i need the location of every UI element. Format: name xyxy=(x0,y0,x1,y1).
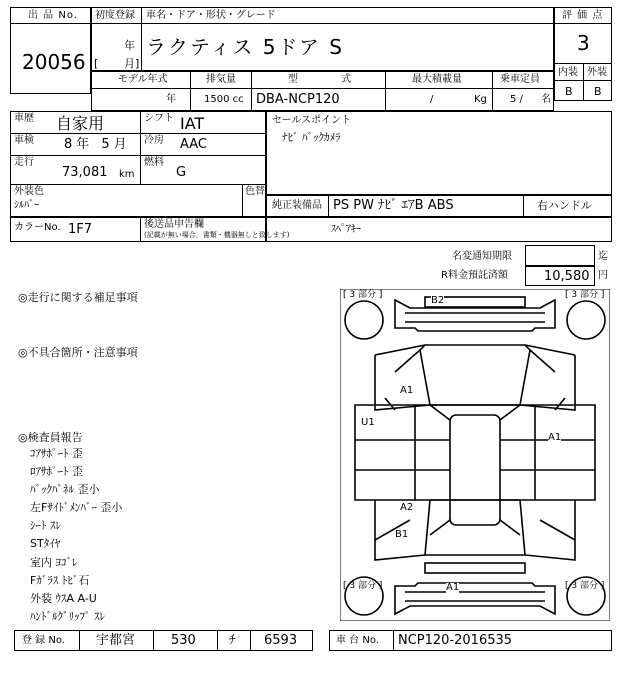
remark-item: ｼｰﾄ ｽﾚ xyxy=(30,519,61,532)
ac-label: 冷房 xyxy=(144,135,164,146)
damage-mark: A2 xyxy=(400,502,414,513)
month-unit: 月 xyxy=(124,57,135,70)
month-bracket: [ xyxy=(94,57,99,70)
tire-br-label: [ 3 部分 ] xyxy=(565,581,605,591)
shift-label: シフト xyxy=(144,113,174,124)
first-reg-label: 初度登録 xyxy=(95,10,135,21)
later-docs-box xyxy=(266,217,612,242)
mileage: 73,081 xyxy=(62,165,108,180)
exterior-label: 外装 xyxy=(587,67,607,78)
remark-item: ｺｱｻﾎﾟｰﾄ 歪 xyxy=(30,447,83,460)
reg-class: 530 xyxy=(171,633,196,648)
capacity-unit: 名 xyxy=(541,94,551,105)
model-year-unit: 年 xyxy=(166,94,176,105)
recolor-label: 色替 xyxy=(245,186,265,197)
month-bracket-close: ] xyxy=(135,57,140,70)
payload-sep: / xyxy=(430,94,434,105)
lot-label: 出 品 No. xyxy=(28,10,78,21)
recycle-unit: 円 xyxy=(598,270,608,281)
reg-kana: ﾁ xyxy=(229,633,236,648)
capacity-label: 乗車定員 xyxy=(500,74,540,85)
grade-label: 評 価 点 xyxy=(562,10,604,21)
chassis: NCP120-2016535 xyxy=(398,633,513,648)
color: ｼﾙﾊﾞｰ xyxy=(14,200,39,211)
damage-mark: U1 xyxy=(361,417,375,428)
model-label: 型 式 xyxy=(288,74,372,85)
color-no-label: カラーNo. xyxy=(14,222,61,233)
car-damage-diagram xyxy=(340,289,610,621)
tire-tr-label: [ 3 部分 ] xyxy=(565,290,605,300)
damage-mark: A1 xyxy=(400,385,414,396)
damage-mark: B1 xyxy=(395,529,409,540)
sales-text: ﾅﾋﾞ ﾊﾞｯｸｶﾒﾗ xyxy=(282,131,341,144)
change-unit: 迄 xyxy=(598,251,608,262)
details-box xyxy=(10,111,266,217)
model-year-label: モデル年式 xyxy=(118,74,168,85)
tire-bl-label: [ 3 部分 ] xyxy=(343,581,383,591)
reg-num: 6593 xyxy=(264,633,298,648)
damage-mark: A1 xyxy=(446,582,460,593)
remark-item: ﾊﾞｯｸﾊﾟﾈﾙ 歪小 xyxy=(30,483,100,496)
tire-tl-label: [ 3 部分 ] xyxy=(343,290,383,300)
car-name: ラクティス 5ドア S xyxy=(146,35,344,59)
ac: AAC xyxy=(180,137,207,152)
capacity: 5 / xyxy=(510,94,523,105)
later-docs-label: 後送品申告欄 xyxy=(144,219,204,230)
mileage-label: 走行 xyxy=(14,157,34,168)
remark-item: 左Fｻｲﾄﾞﾒﾝﾊﾞｰ 歪小 xyxy=(30,501,123,514)
remark-item: 外装 ｳｽA A-U xyxy=(30,592,97,605)
remark-item: ﾛｱｻﾎﾟｰﾄ 歪 xyxy=(30,465,83,478)
displacement: 1500 cc xyxy=(204,94,244,105)
interior-grade: B xyxy=(565,85,573,98)
reg-area: 宇都宮 xyxy=(96,633,136,648)
fuel-label: 燃料 xyxy=(144,157,164,168)
color-label: 外装色 xyxy=(14,186,44,197)
shift: IAT xyxy=(180,114,205,133)
handle: 右ハンドル xyxy=(537,199,592,212)
lot-number: 20056 xyxy=(22,50,86,74)
recycle-label: R料金預託済額 xyxy=(441,270,508,281)
defect-label: ◎不具合箇所・注意事項 xyxy=(18,346,138,359)
fuel: G xyxy=(176,165,187,180)
color-no: 1F7 xyxy=(68,222,93,237)
damage-mark: A1 xyxy=(548,432,562,443)
chassis-label: 車 台 No. xyxy=(336,635,379,646)
remark-item: 室内 ﾖｺﾞﾚ xyxy=(30,556,78,569)
history-label: 車歴 xyxy=(14,113,34,124)
mileage-unit: km xyxy=(119,169,135,180)
model-code: DBA-NCP120 xyxy=(256,92,340,107)
damage-mark: B2 xyxy=(431,295,445,306)
sales-label: セールスポイント xyxy=(272,115,352,126)
later-docs-note: (記載が無い場合，書類・機器無しと致します) xyxy=(144,231,290,239)
change-label: 名変通知期限 xyxy=(452,251,512,262)
later-docs: ｽﾍﾟｱｷｰ xyxy=(331,224,361,235)
remark-item: STﾀｲﾔ xyxy=(30,537,61,550)
car-label: 車名・ドア・形状・グレード xyxy=(146,10,276,21)
remark-item: Fｶﾞﾗｽ ﾄﾋﾞ石 xyxy=(30,574,90,587)
recycle: 10,580 xyxy=(544,269,590,284)
year-unit: 年 xyxy=(124,39,135,52)
drive-label: ◎走行に関する補足事項 xyxy=(18,291,138,304)
reg-label: 登 録 No. xyxy=(22,635,65,646)
displacement-label: 排気量 xyxy=(206,74,236,85)
exterior-grade: B xyxy=(594,85,602,98)
payload-unit: Kg xyxy=(474,94,487,105)
inspection: 8年 5月 xyxy=(64,137,131,152)
equip-label: 純正装備品 xyxy=(272,200,322,211)
inspector-label: ◎検査員報告 xyxy=(18,431,83,444)
equip: PS PW ﾅﾋﾞ ｴｱB ABS xyxy=(333,198,454,213)
inspection-label: 車検 xyxy=(14,135,34,146)
change-box xyxy=(525,245,595,266)
remark-item: ﾊﾝﾄﾞﾙｸﾞﾘｯﾌﾟ ｽﾚ xyxy=(30,610,105,623)
history: 自家用 xyxy=(56,114,105,133)
interior-label: 内装 xyxy=(558,67,578,78)
grade-value: 3 xyxy=(577,31,590,55)
payload-label: 最大積載量 xyxy=(412,74,462,85)
